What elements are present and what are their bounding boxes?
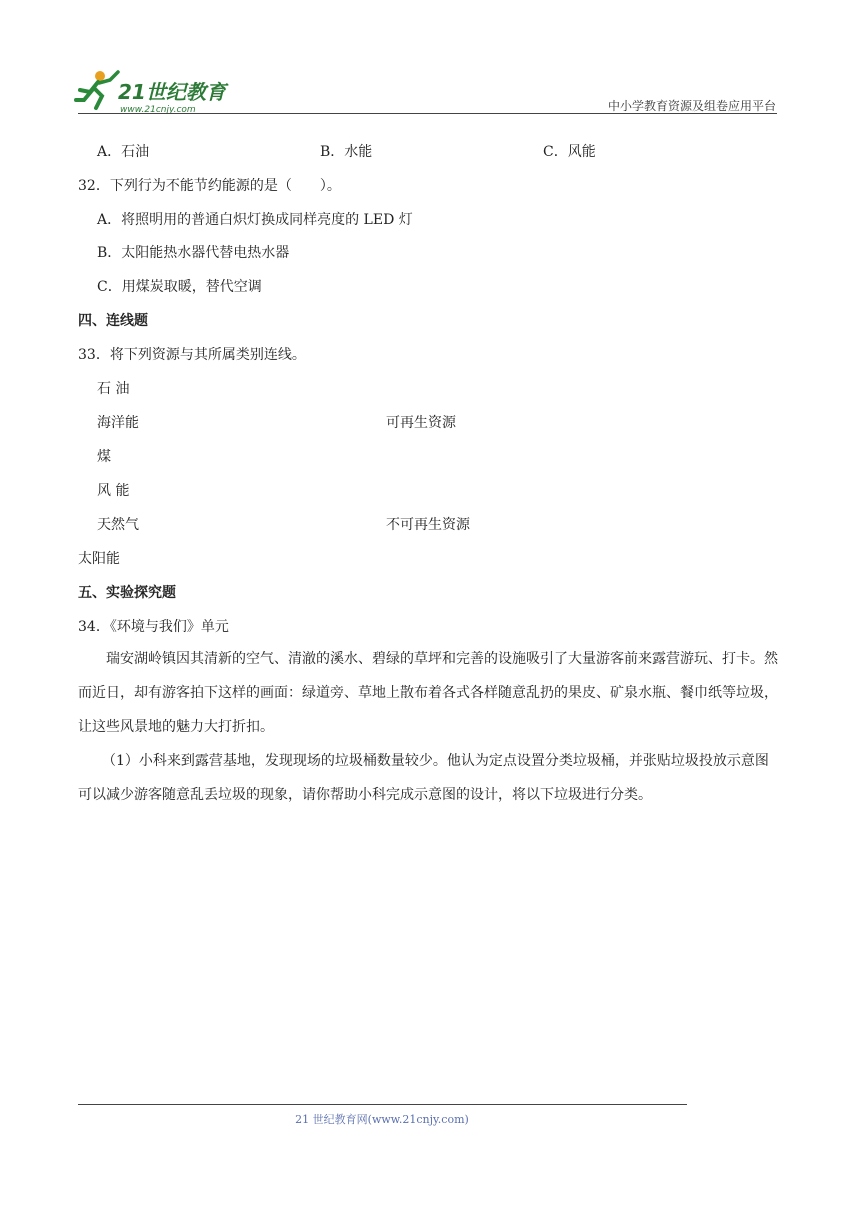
q34-stem: 34．《环境与我们》单元 <box>78 619 229 635</box>
logo-text: 21世纪教育 <box>118 80 226 104</box>
q34-paragraph-1: 瑞安湖岭镇因其清新的空气、清澈的溪水、碧绿的草坪和完善的设施吸引了大量游客前来露营游玩、打卡。然而近日，却有游客拍下这样的画面：绿道旁、草地上散布着各式各样随意乱扔的果皮、矿泉水瓶、餐巾纸等垃圾，让这些风景地的魅力大打折扣。 <box>78 651 778 735</box>
section-4-title: 四、连线题 <box>78 313 148 329</box>
section-5-title: 五、实验探究题 <box>78 585 176 601</box>
platform-name: 中小学教育资源及组卷应用平台 <box>607 99 776 113</box>
footer-text: 21 世纪教育网(www.21cnjy.com) <box>295 1113 469 1126</box>
site-logo <box>72 68 242 116</box>
logo-url: www.21cnjy.com <box>120 105 196 115</box>
q32-option-a: A．将照明用的普通白炽灯换成同样亮度的 LED 灯 <box>97 212 413 228</box>
left-item-solar-energy: 太阳能 <box>78 551 120 567</box>
header-divider <box>78 113 777 114</box>
left-item-oil: 石 油 <box>97 381 130 397</box>
left-item-coal: 煤 <box>97 449 111 465</box>
left-item-natural-gas: 天然气 <box>97 517 139 533</box>
right-item-renewable: 可再生资源 <box>386 415 456 431</box>
q32-stem: 32．下列行为不能节约能源的是（ ）。 <box>78 178 341 194</box>
q34-paragraph-2: （1）小科来到露营基地，发现现场的垃圾桶数量较少。他认为定点设置分类垃圾桶，并张贴垃圾投放示意图可以减少游客随意乱丢垃圾的现象，请你帮助小科完成示意图的设计，将以下垃圾进行分类。 <box>78 753 769 803</box>
q33-stem: 33．将下列资源与其所属类别连线。 <box>78 347 306 363</box>
q31-option-a: A．石油 <box>97 144 150 160</box>
runner-icon <box>76 71 118 108</box>
left-item-wind-energy: 风 能 <box>97 483 130 499</box>
right-item-nonrenewable: 不可再生资源 <box>386 517 470 533</box>
q31-option-c: C．风能 <box>543 144 596 160</box>
left-item-ocean-energy: 海洋能 <box>97 415 139 431</box>
q32-option-c: C．用煤炭取暖，替代空调 <box>97 279 262 295</box>
q32-option-b: B．太阳能热水器代替电热水器 <box>97 245 290 261</box>
footer-divider <box>78 1104 687 1105</box>
q31-option-b: B．水能 <box>320 144 373 160</box>
